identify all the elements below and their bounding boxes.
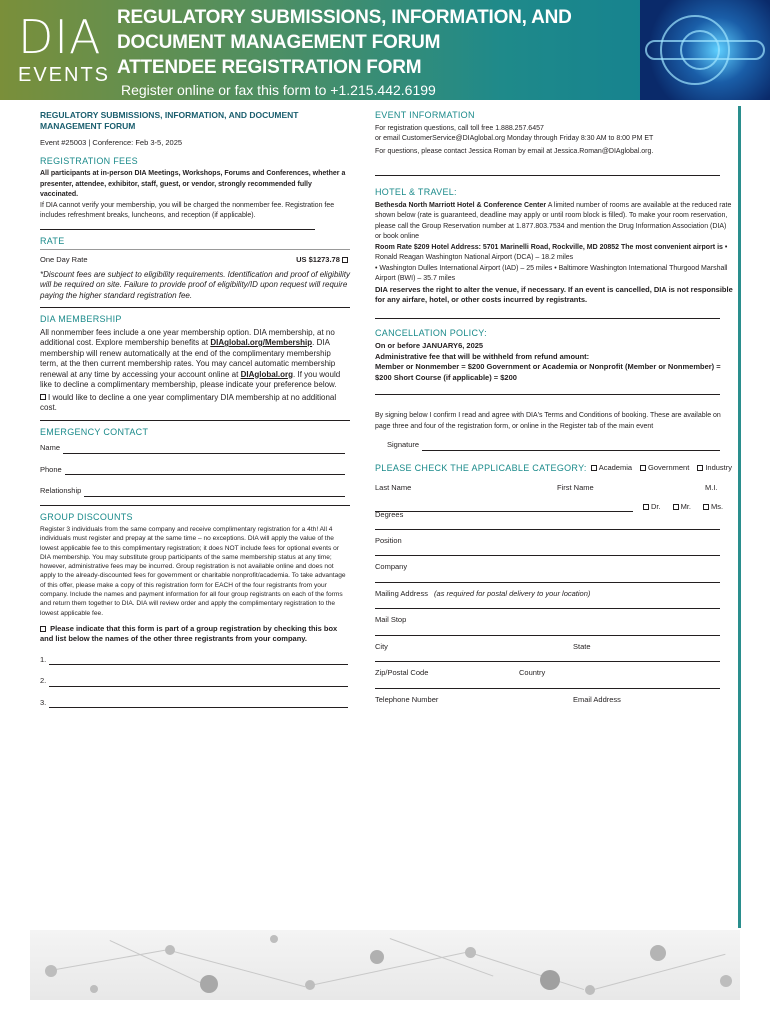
header-banner xyxy=(0,0,770,100)
event-number: Event #25003 | Conference: Feb 3-5, 2025 xyxy=(40,138,183,147)
mail-stop-field[interactable]: Mail Stop xyxy=(375,615,407,624)
logo-dia-text: DIA xyxy=(18,10,102,64)
event-info-heading: EVENT INFORMATION xyxy=(375,110,475,120)
title-ms[interactable]: Ms. xyxy=(703,502,723,513)
signature-field[interactable]: Signature xyxy=(375,440,720,451)
event-title: REGULATORY SUBMISSIONS, INFORMATION, AND DOCUMENT MANAGEMENT FORUM xyxy=(40,110,299,131)
category-row xyxy=(375,463,733,474)
rate-checkbox[interactable] xyxy=(342,257,348,263)
cancellation-heading: CANCELLATION POLICY: xyxy=(375,327,487,338)
first-name-label: First Name xyxy=(557,483,594,492)
emergency-relationship-field[interactable]: Relationship xyxy=(40,486,345,497)
tech-graphic xyxy=(640,0,770,100)
ms-checkbox[interactable] xyxy=(703,504,709,510)
emergency-phone-field[interactable]: Phone xyxy=(40,465,345,476)
registration-fees-heading: REGISTRATION FEES xyxy=(40,155,138,166)
divider xyxy=(375,394,720,395)
rate-heading: RATE xyxy=(40,235,65,246)
right-border-accent xyxy=(738,106,741,928)
title-line-2: DOCUMENT MANAGEMENT FORUM xyxy=(117,32,441,53)
emergency-heading: EMERGENCY CONTACT xyxy=(40,426,149,437)
registration-fees-text: If DIA cannot verify your membership, you will be charged the nonmember fee. Registration fee includes refreshment breaks, luncheons, and reception (if applicable). xyxy=(40,201,335,219)
email-label: Email Address xyxy=(573,694,621,704)
airport-dca: Ronald Reagan Washington National Airport (DCA) – 18.2 miles xyxy=(375,254,574,261)
group-discounts-text: Register 3 individuals from the same company and receive complimentary registration for a 4th! All 4 individuals must register and prepay at the same time – no exceptions. DIA will apply the value of the lowest applicable fee to this complimentary registration; it does NOT include fees for optional events or DIA membership. You may substitute group participants of the same membership status at any time; however, administrative fees may be incurred. Group registration is not available online and does not apply to the already-discounted fees for government or charitable nonprofit/academia. To take advantage of this offer, please make a copy of this registration form for EACH of the four registrants from your company. Include the names and payment information for all four group registrants on each of the forms and return them together to DIA. DIA will review order and apply the complimentary registration to the lowest applicable fee. xyxy=(40,526,346,617)
mailing-address-field[interactable]: Mailing Address (as required for postal delivery to your location) xyxy=(375,588,591,598)
zip-country-row[interactable] xyxy=(375,668,733,679)
airport-iad-bwi: • Washington Dulles International Airport (IAD) – 25 miles • Baltimore Washington International Thurgood Marshall Airport (BWI) – 35.7 miles xyxy=(375,264,728,282)
divider xyxy=(40,505,350,506)
divider xyxy=(40,420,350,421)
form-title xyxy=(117,5,572,80)
name-row[interactable] xyxy=(375,483,733,494)
title-mr[interactable]: Mr. xyxy=(673,502,691,513)
hotel-rate: Room Rate $209 Hotel Address: 5701 Marinelli Road, Rockville, MD 20852 The most convenient airport is • xyxy=(375,243,728,251)
state-label: State xyxy=(573,641,591,651)
group-registration-option[interactable]: Please indicate that this form is part of a group registration by checking this box and list below the names of the other three registrants from your company. xyxy=(40,623,338,644)
zip-label: Zip/Postal Code xyxy=(375,668,429,677)
emergency-name-field[interactable]: Name xyxy=(40,443,345,454)
hotel-text: Bethesda North Marriott Hotel & Conference Center A limited number of rooms are available at the reduced rate shown below (rate is guaranteed, deadline may apply or until room block is filled). To make your room reservation, please call the Group Reservation number at 1.877.803.7534 and mention the Drug Information Association (DIA) or book online xyxy=(375,201,732,240)
category-government[interactable]: Government xyxy=(640,463,689,474)
event-info-contact: For questions, please contact Jessica Roman by email at Jessica.Roman@DIAglobal.org. xyxy=(375,147,654,155)
dia-events-logo xyxy=(18,10,111,87)
decline-checkbox[interactable] xyxy=(40,394,46,400)
academia-checkbox[interactable] xyxy=(591,465,597,471)
event-info-phone: For registration questions, call toll free 1.888.257.6457 xyxy=(375,124,544,132)
vaccination-note: All participants at in-person DIA Meetings, Workshops, Forums and Conferences, whether a presenter, attendee, exhibitor, staff, guest, or vendor, strongly recommended fully vaccinated. xyxy=(40,170,346,198)
mr-checkbox[interactable] xyxy=(673,504,679,510)
divider xyxy=(40,307,350,308)
group-registrant-1[interactable]: 1. xyxy=(40,655,348,666)
industry-checkbox[interactable] xyxy=(697,465,703,471)
position-field[interactable]: Position xyxy=(375,535,402,545)
dr-checkbox[interactable] xyxy=(643,504,649,510)
rate-row xyxy=(40,255,350,266)
title-dr[interactable]: Dr. xyxy=(643,502,661,513)
city-label: City xyxy=(375,641,388,651)
logo-events-text: EVENTS xyxy=(18,64,111,86)
group-registrant-2[interactable]: 2. xyxy=(40,676,348,687)
title-line-3: ATTENDEE REGISTRATION FORM xyxy=(117,57,422,78)
molecule-graphic xyxy=(30,930,740,1000)
phone-email-row[interactable] xyxy=(375,695,733,706)
divider xyxy=(40,229,315,230)
membership-heading: DIA MEMBERSHIP xyxy=(40,314,122,324)
last-name-label: Last Name xyxy=(375,483,412,492)
group-checkbox[interactable] xyxy=(40,626,46,632)
right-column xyxy=(375,110,733,705)
rate-label: One Day Rate xyxy=(40,255,88,264)
divider xyxy=(375,175,720,176)
rate-price[interactable] xyxy=(296,255,350,266)
telephone-label: Telephone Number xyxy=(375,694,439,704)
country-label: Country xyxy=(519,668,546,677)
group-discounts-heading: GROUP DISCOUNTS xyxy=(40,511,133,522)
venue-disclaimer: DIA reserves the right to alter the venue, if necessary. If an event is cancelled, DIA is not responsible for any airfare, hotel, or other costs incurred by registrants. xyxy=(375,284,733,304)
mi-label: M.I. xyxy=(705,483,718,492)
diaglobal-link[interactable]: DIAglobal.org xyxy=(240,369,294,379)
category-heading: PLEASE CHECK THE APPLICABLE CATEGORY: xyxy=(375,462,587,473)
divider xyxy=(375,318,720,319)
cancellation-fee-title: Administrative fee that will be withheld from refund amount: xyxy=(375,351,590,361)
membership-text: All nonmember fees include a one year membership option. DIA membership, at no additional cost. Explore membership benefits at DIAglobal.org/Membership. DIA membership will renew automatically at the end of the complimentary membership term, at the then current membership rates. You may cancel automatic membership renewal at any time by accessing your account online at DIAglobal.org. If you would like to decline a complimentary membership, please indicate your preference below. xyxy=(40,327,341,389)
company-field[interactable]: Company xyxy=(375,562,408,571)
left-column xyxy=(40,110,350,708)
hotel-heading: HOTEL & TRAVEL: xyxy=(375,187,457,197)
degrees-field[interactable]: Degrees xyxy=(375,510,404,519)
rate-value: US $1273.78 xyxy=(296,255,340,264)
city-state-row[interactable] xyxy=(375,642,733,653)
category-industry[interactable]: Industry xyxy=(697,463,732,474)
title-line-1: REGULATORY SUBMISSIONS, INFORMATION, AND xyxy=(117,7,572,28)
event-info-email: or email CustomerService@DIAglobal.org Monday through Friday 8:30 AM to 8:00 PM ET xyxy=(375,135,654,142)
category-academia[interactable]: Academia xyxy=(591,463,632,474)
membership-link[interactable]: DIAglobal.org/Membership xyxy=(210,338,313,347)
cancellation-fees: Member or Nonmember = $200 Government or Academia or Nonprofit (Member or Nonmember) = $200 Short Course (if applicable) = $200 xyxy=(375,362,721,382)
government-checkbox[interactable] xyxy=(640,465,646,471)
name-line-row xyxy=(375,502,733,513)
decline-membership-option[interactable]: I would like to decline a one year complimentary DIA membership at no additional cost. xyxy=(40,392,337,412)
discount-note: *Discount fees are subject to eligibility requirements. Identification and proof of eligibility will be required on site. Failure to provide proof of eligibility/ID upon request will require paying the higher standard registration fee. xyxy=(40,269,350,300)
group-registrant-3[interactable]: 3. xyxy=(40,698,348,709)
fax-subtitle: Register online or fax this form to +1.215.442.6199 xyxy=(121,82,436,98)
terms-agreement: By signing below I confirm I read and agree with DIA's Terms and Conditions of booking. These are available on page three and four of the registration form, or online in the Register tab of the main event xyxy=(375,412,721,430)
cancellation-date: On or before JANUARY6, 2025 xyxy=(375,341,484,350)
